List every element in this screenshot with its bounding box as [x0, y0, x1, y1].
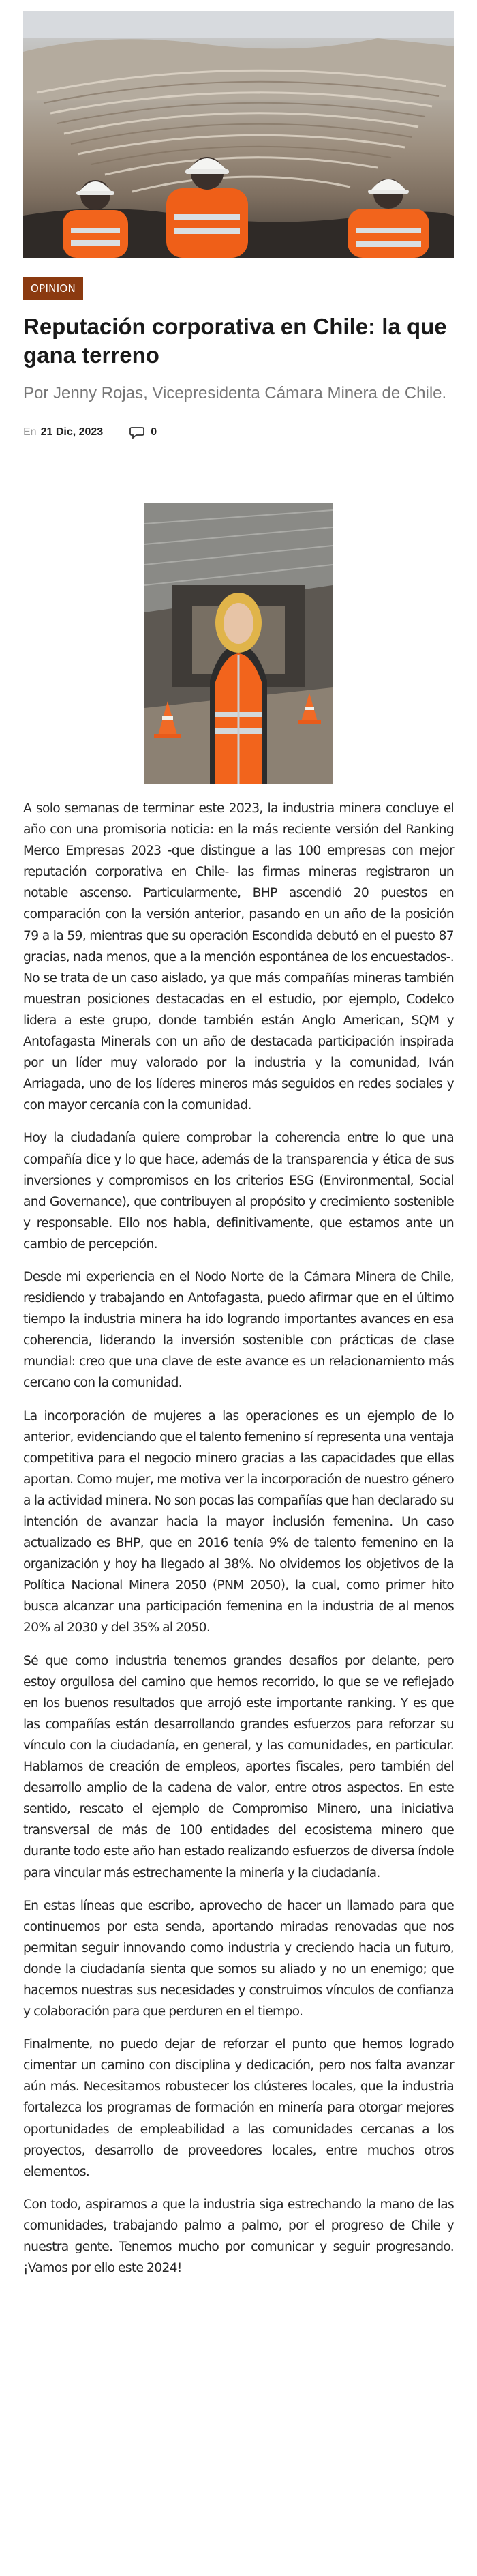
author-portrait [144, 503, 333, 784]
post-date[interactable]: 21 Dic, 2023 [40, 426, 104, 438]
post-subtitle: Por Jenny Rojas, Vicepresidenta Cámara Minera de Chile. [23, 384, 447, 402]
hero-image [23, 11, 454, 258]
article-paragraph: Sé que como industria tenemos grandes desafíos por delante, pero estoy orgullosa del camino que hemos recorrido, lo que se ve reflejado en los buenos resultados que arrojó este importante ranking. Y es que las compañías están desarrollando grandes esfuerzos para reforzar su vínculo con la ciudadanía, en general, y las comunidades, en particular. Hablamos de creación de empleos, aportes fiscales, pero también del desarrollo amplio de la cadena de valor, entre otros aspectos. En este sentido, rescato el ejemplo de Compromiso Minero, una iniciativa transversal de más de 100 entidades del ecosistema minero que durante todo este año han estado realizando esfuerzos de diversa índole para vincular más estrechamente la minería y la ciudadanía. [23, 1653, 454, 1880]
date-prefix: En [23, 426, 37, 438]
comments-link[interactable] [129, 426, 157, 439]
post-meta [23, 423, 157, 442]
article-paragraph: Con todo, aspiramos a que la industria siga estrechando la mano de las comunidades, trabajando palmo a palmo, por el progreso de Chile y nuestra gente. Tenemos mucho por comunicar y seguir progresando. ¡Vamos por ello este 2024! [23, 2197, 454, 2276]
post-title: Reputación corporativa en Chile: la que gana terreno [23, 314, 447, 368]
category-badge[interactable]: OPINION [23, 277, 83, 300]
article-paragraph: A solo semanas de terminar este 2023, la industria minera concluye el año con una promisoria noticia: en la más reciente versión del Ranking Merco Empresas 2023 -que distingue a las 100 empresas con mejor reputación corporativa en Chile- las firmas mineras registraron un notable ascenso. Particularmente, BHP ascendió 20 puestos en comparación con la versión anterior, pasando en un año de la posición 79 a la 59, mientras que su operación Escondida debutó en el puesto 87 gracias, nada menos, que a la mención espontánea de los encuestados-. No se trata de un caso aislado, ya que más compañías mineras también muestran posiciones destacadas en el estudio, por ejemplo, Codelco lidera a este grupo, donde también están Anglo American, SQM y Antofagasta Minerals con un año de destacada participación inspirada por un líder muy valorado por la industria y la comunidad, Iván Arriagada, uno de los líderes mineros más seguidos en redes sociales y con mayor cercanía con la comunidad. [23, 801, 454, 1113]
mine-illustration [23, 11, 454, 258]
article-paragraph: En estas líneas que escribo, aprovecho de hacer un llamado para que continuemos por esta senda, aportando miradas renovadas que nos permitan seguir innovando como industria y creciendo hacia un futuro, donde la ciudadanía sienta que somos su aliado y no un enemigo; que hacemos nuestras sus necesidades y construimos vínculos de confianza y colaboración para que perduren en el tiempo. [23, 1898, 454, 2019]
portrait-illustration [144, 503, 333, 784]
article-paragraph: La incorporación de mujeres a las operaciones es un ejemplo de lo anterior, evidenciando que el talento femenino sí representa una ventaja competitiva para el negocio minero gracias a las capacidades que ellas aportan. Como mujer, me motiva ver la incorporación de nuestro género a la actividad minera. No son pocas las compañías que han declarado su intención de avanzar hacia la mayor inclusión femenina. Un caso actualizado es BHP, que en 2016 tenía 9% de talento femenino en la organización y hoy ha llegado al 38%. No olvidemos los objetivos de la Política Nacional Minera 2050 (PNM 2050), la cual, como primer hito busca alcanzar una participación femenina en la industria de al menos 20% al 2030 y del 35% al 2050. [23, 1408, 454, 1635]
article-paragraph: Desde mi experiencia en el Nodo Norte de la Cámara Minera de Chile, residiendo y trabajando en Antofagasta, puedo afirmar que en el último tiempo la industria minera ha ido logrando importantes avances en esa coherencia, liderando la inversión sostenible con prácticas de clase mundial: creo que una clave de este avance es un relacionamiento más cercano con la comunidad. [23, 1269, 454, 1391]
article-body [23, 798, 454, 2290]
comment-bubble-icon [129, 426, 145, 439]
article-paragraph: Hoy la ciudadanía quiere comprobar la coherencia entre lo que una compañía dice y lo que hace, además de la transparencia y ética de sus inversiones y compromisos en los criterios ESG (Environmental, Social and Governance), que contribuyen al propósito y crecimiento sostenible y responsable. Ello nos habla, definitivamente, que estamos ante un cambio de percepción. [23, 1131, 454, 1252]
article-paragraph: Finalmente, no puedo dejar de reforzar el punto que hemos logrado cimentar un camino con disciplina y dedicación, pero nos falta avanzar aún más. Necesitamos robustecer los clústeres locales, que la industria fortalezca los programas de formación en minería para otorgar mejores oportunidades de empleabilidad a las comunidades cercanas a los proyectos, desarrollo de proveedores locales, entre muchos otros elementos. [23, 2037, 454, 2179]
comment-count: 0 [151, 426, 157, 438]
